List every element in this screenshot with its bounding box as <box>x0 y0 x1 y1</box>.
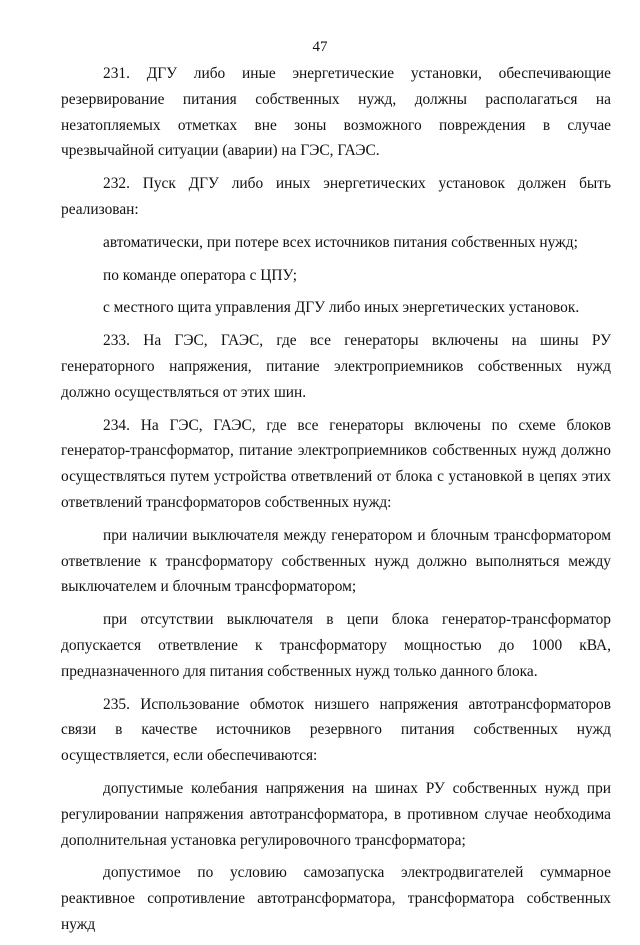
page-number: 47 <box>312 39 328 55</box>
list-item: с местного щита управления ДГУ либо иных энергетических установок. <box>103 299 580 317</box>
paragraph-234: 234. На ГЭС, ГАЭС, где все генераторы включены по схеме блоков генератор-трансформатор, питание электроприемников собственных нужд должно осуществляться путем устройства ответвлений от блока с установкой в цепях этих ответвлений трансформаторов собственных нужд: <box>61 416 611 511</box>
paragraph-231: 231. ДГУ либо иные энергетические установки, обеспечивающие резервирование питания собственных нужд, должны располагаться на незатопляемых отметках вне зоны возможного повреждения в случае чрезвычайной ситуации (аварии) на ГЭС, ГАЭС. <box>61 65 611 160</box>
paragraph-232: 232. Пуск ДГУ либо иных энергетических установок должен быть реализован: <box>61 175 611 218</box>
list-item: при наличии выключателя между генератором и блочным трансформатором ответвление к трансформатору собственных нужд должно выполняться между выключателем и блочным трансформатором; <box>61 526 611 596</box>
list-item: допустимое по условию самозапуска электродвигателей суммарное реактивное сопротивление автотрансформатора, трансформатора собственных нужд <box>61 864 611 933</box>
document-body <box>61 61 611 945</box>
list-item: при отсутствии выключателя в цепи блока генератор-трансформатор допускается ответвление к трансформатору мощностью до 1000 кВА, предназначенного для питания собственных нужд только данного блока. <box>61 611 611 680</box>
list-item: по команде оператора с ЦПУ; <box>103 266 298 284</box>
paragraph-235: 235. Использование обмоток низшего напряжения автотрансформаторов связи в качестве источников резервного питания собственных нужд осуществляется, если обеспечиваются: <box>61 695 611 765</box>
list-item: допустимые колебания напряжения на шинах РУ собственных нужд при регулировании напряжения автотрансформатора, в противном случае необходима дополнительная установка регулировочного трансформатора; <box>61 779 611 849</box>
list-item: автоматически, при потере всех источников питания собственных нужд; <box>103 233 578 251</box>
paragraph-233: 233. На ГЭС, ГАЭС, где все генераторы включены на шины РУ генераторного напряжения, питание электроприемников собственных нужд должно осуществляться от этих шин. <box>61 332 611 401</box>
